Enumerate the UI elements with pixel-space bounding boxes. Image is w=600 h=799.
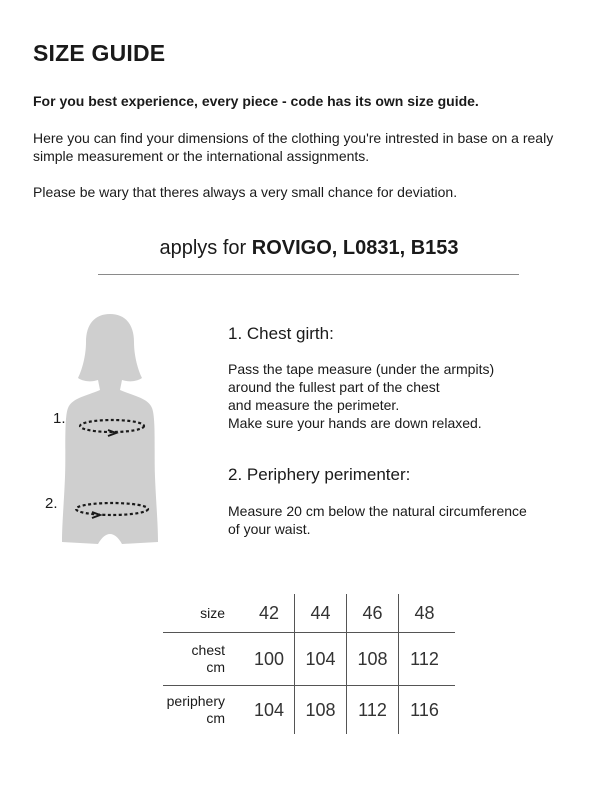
periphery-heading: 2. Periphery perimenter: [228, 465, 411, 484]
table-row-label-periphery [163, 686, 225, 734]
row-label-unit: cm [206, 710, 225, 726]
table-cell-chest: 112 [410, 648, 439, 669]
table-cell-periphery: 112 [358, 699, 387, 720]
row-label-text: chest [191, 642, 225, 658]
chest-girth-heading: 1. Chest girth: [228, 324, 334, 343]
table-cell-periphery: 116 [410, 699, 439, 720]
applies-prefix: applys for [159, 237, 252, 259]
table-cell-periphery: 108 [305, 699, 336, 720]
table-header-size: 46 [362, 602, 383, 623]
chest-instruction-line: and measure the perimeter. [228, 397, 400, 413]
chest-instruction-line: Pass the tape measure (under the armpits) [228, 361, 495, 377]
lead-text: For you best experience, every piece - code has its own size guide. [33, 93, 479, 109]
divider [98, 274, 519, 275]
periphery-instructions [228, 502, 527, 538]
table-cell-chest: 104 [305, 648, 336, 669]
applies-to-line [0, 237, 600, 260]
table-header-size: 44 [310, 602, 331, 623]
table-cell-chest: 100 [253, 648, 285, 669]
periphery-instruction-line: of your waist. [228, 521, 311, 537]
intro-paragraph: Here you can find your dimensions of the clothing you're intrested in base on a realy simple measurement or the international assignments. [33, 130, 554, 164]
page-title: SIZE GUIDE [33, 40, 166, 66]
table-cell-chest: 108 [357, 648, 388, 669]
deviation-note: Please be wary that theres always a very small chance for deviation. [33, 184, 458, 200]
table-header-size: 42 [258, 602, 280, 623]
size-table [163, 594, 455, 734]
row-label-unit: cm [206, 659, 225, 675]
table-header-size: 48 [414, 602, 435, 623]
chest-girth-instructions [228, 360, 494, 432]
table-header-label: size [200, 604, 225, 621]
chest-instruction-line: Make sure your hands are down relaxed. [228, 415, 482, 431]
row-label-text: periphery [166, 693, 225, 709]
table-row-label-chest [163, 633, 225, 685]
chest-instruction-line: around the fullest part of the chest [228, 379, 440, 395]
applies-codes: ROVIGO, L0831, B153 [251, 237, 459, 259]
body-silhouette-illustration [40, 312, 180, 552]
chest-marker-label: 1. [53, 410, 66, 427]
table-cell-periphery: 104 [253, 699, 285, 720]
periphery-instruction-line: Measure 20 cm below the natural circumference [228, 503, 527, 519]
periphery-marker-label: 2. [45, 495, 58, 512]
